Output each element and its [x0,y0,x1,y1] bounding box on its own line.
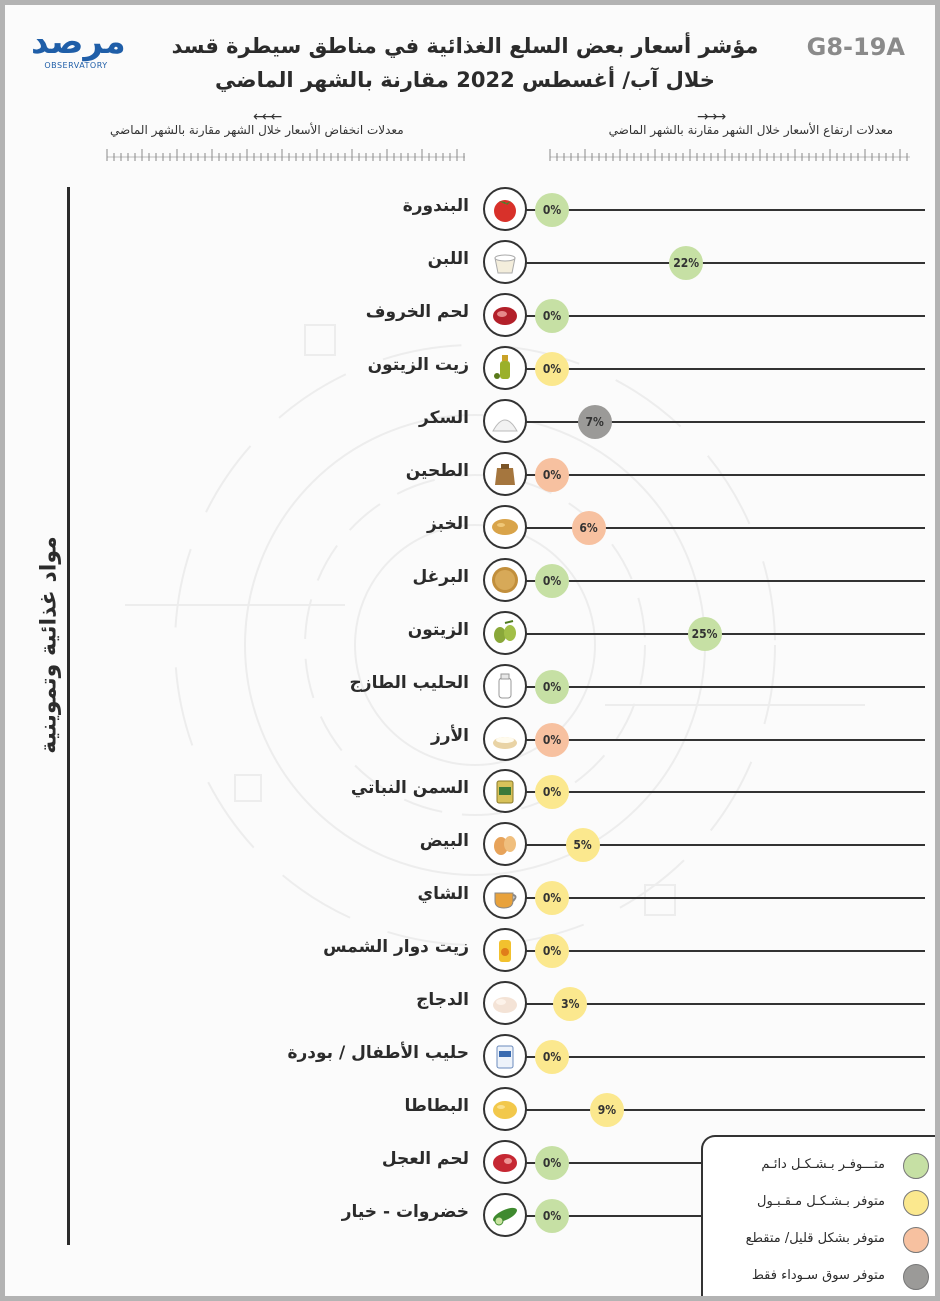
legend-swatch [903,1227,929,1253]
category-label: لحم الخروف [365,301,469,322]
table-row [5,238,940,290]
table-row [5,662,940,714]
value-bubble: 0% [535,193,569,227]
value-bubble: 0% [535,1146,569,1180]
value-bubble: 6% [572,511,606,545]
legend-swatch [903,1190,929,1216]
beef-meat-icon [483,1140,527,1184]
table-row [5,609,940,661]
value-bubble: 0% [535,352,569,386]
olive-oil-icon [483,346,527,390]
table-row [5,1085,940,1137]
baby-formula-icon [483,1034,527,1078]
eggs-icon [483,822,527,866]
tea-icon [483,875,527,919]
infographic-code: G8-19A [806,33,905,61]
table-row [5,556,940,608]
decrease-axis-label: معدلات انخفاض الأسعار خلال الشهر مقارنة بالشهر الماضي [110,123,404,137]
category-label: الزيتون [407,619,469,640]
category-label: البرغل [412,566,469,587]
category-label: زيت الزيتون [367,354,469,375]
cucumber-icon [483,1193,527,1237]
table-row [5,979,940,1031]
legend-item-scarce [709,1225,929,1255]
table-row [5,1032,940,1084]
sunflower-oil-icon [483,928,527,972]
category-label: لحم العجل [381,1149,469,1170]
row-leader-line [505,262,925,264]
category-label: الخبز [427,513,469,534]
table-row [5,715,940,767]
value-bubble: 0% [535,881,569,915]
logo-subtext: OBSERVATORY [44,61,108,70]
value-bubble: 0% [535,1040,569,1074]
category-label: اللبن [427,248,469,269]
table-row [5,926,940,978]
value-bubble: 3% [553,987,587,1021]
value-bubble: 0% [535,934,569,968]
sugar-icon [483,399,527,443]
legend-label: متوفر سوق سـوداء فقط [751,1268,885,1283]
category-label: الطحين [405,460,469,481]
category-label: الحليب الطازج [349,672,469,693]
category-label: السكر [419,407,469,428]
category-label: خضروات - خيار [341,1202,469,1223]
table-row [5,873,940,925]
category-label: البيض [419,831,469,852]
value-bubble: 0% [535,775,569,809]
legend-item-permanent [709,1151,929,1181]
yogurt-icon [483,240,527,284]
category-label: زيت دوار الشمس [323,937,469,958]
table-row [5,503,940,555]
title-line-1: مؤشر أسعار بعض السلع الغذائية في مناطق سيطرة قسد [171,34,759,58]
value-bubble: 22% [669,246,703,280]
category-label: البندورة [402,196,469,216]
legend-label: متـــوفـر بـشـكـل دائـم [761,1157,885,1172]
chicken-icon [483,981,527,1025]
value-bubble: 0% [535,670,569,704]
category-label: الأرز [430,725,469,746]
value-bubble: 5% [566,828,600,862]
value-bubble: 0% [535,458,569,492]
milk-icon [483,664,527,708]
legend-swatch [903,1264,929,1290]
lamb-meat-icon [483,293,527,337]
rice-icon [483,717,527,761]
row-leader-line [505,421,925,423]
table-row [5,397,940,449]
increase-axis-label: معدلات ارتفاع الأسعار خلال الشهر مقارنة بالشهر الماضي [608,123,893,137]
value-bubble: 25% [688,617,722,651]
legend-label: متوفر بـشـكـل مـقـبـول [757,1194,885,1209]
logo-text: مرصد [31,22,126,62]
bread-icon [483,505,527,549]
legend-item-black-market [709,1262,929,1292]
value-bubble: 0% [535,564,569,598]
table-row [5,767,940,819]
increase-arrows: →→→ [697,109,724,125]
ghee-can-icon [483,769,527,813]
table-row [5,291,940,343]
value-bubble: 0% [535,299,569,333]
olives-icon [483,611,527,655]
category-label: السمن النباتي [350,778,469,799]
category-label: حليب الأطفال / بودرة [287,1043,469,1064]
logo [31,22,126,75]
value-bubble: 0% [535,1199,569,1233]
category-label: الشاي [417,884,469,905]
side-label-text: مواد غذائية وتموينية [36,536,62,754]
legend-swatch [903,1153,929,1179]
row-leader-line [505,527,925,529]
legend [701,1135,937,1301]
table-row [5,185,940,237]
category-label: الدجاج [416,990,469,1011]
table-row [5,820,940,872]
category-label: البطاطا [404,1096,469,1117]
decrease-arrows: ←←← [253,109,280,125]
bulgur-icon [483,558,527,602]
value-bubble: 7% [578,405,612,439]
axis-ruler [5,145,935,169]
legend-item-acceptable [709,1188,929,1218]
legend-label: متوفر بشكل قليل/ متقطع [745,1231,885,1246]
potato-icon [483,1087,527,1131]
table-row [5,344,940,396]
title-line-2: خلال آب/ أغسطس 2022 مقارنة بالشهر الماضي [215,68,715,92]
table-row [5,450,940,502]
flour-sack-icon [483,452,527,496]
value-bubble: 0% [535,723,569,757]
tomato-icon [483,187,527,231]
value-bubble: 9% [590,1093,624,1127]
row-leader-line [505,1109,925,1111]
